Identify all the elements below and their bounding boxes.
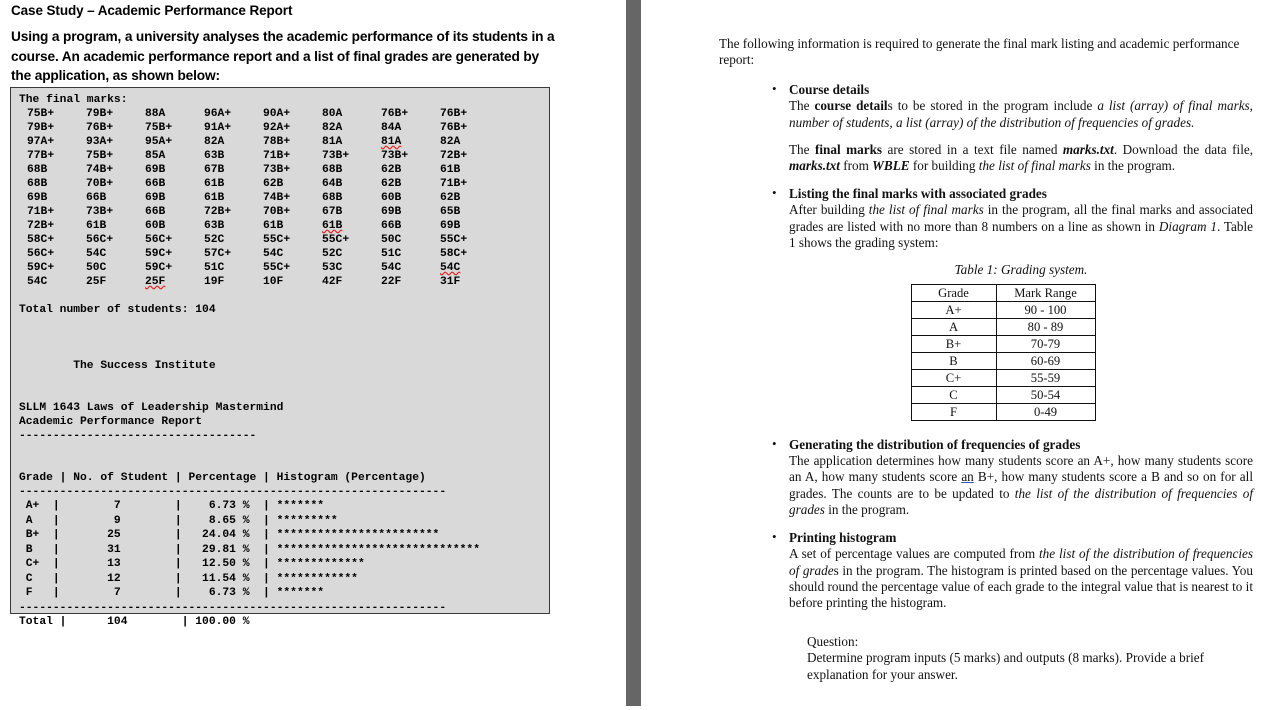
requirement-heading: • Course details: [789, 81, 870, 97]
cell-grade: C+: [911, 369, 996, 386]
mark-cell: 91A+: [204, 122, 232, 134]
grading-system-table: [911, 284, 1096, 421]
mark-cell: 54C: [86, 248, 107, 260]
histogram-row-aplus: A+ | 7 | 6.73 % | *******: [19, 500, 325, 512]
cell-mark-range: 50-54: [996, 386, 1095, 403]
mark-cell: 52C: [322, 248, 343, 260]
mark-cell: 82A: [440, 136, 461, 148]
requirement-heading: • Generating the distribution of frequencies of grades: [789, 436, 1081, 452]
spacer: [19, 387, 549, 401]
mark-cell: 60B: [145, 220, 166, 232]
mark-cell: 56C+: [145, 234, 173, 246]
requirement-item: [719, 437, 1253, 519]
question-label: Question:: [807, 633, 859, 649]
mark-cell: 66B: [145, 206, 166, 218]
mark-cell: 74B+: [86, 164, 114, 176]
mark-cell: 62B: [440, 192, 461, 204]
requirement-heading: • Listing the final marks with associated grades: [789, 185, 1047, 201]
mark-cell: 75B+: [86, 150, 114, 162]
table-row: [911, 369, 1095, 386]
mark-cell: 73B+: [86, 206, 114, 218]
histogram-row-a: A | 9 | 8.65 % | *********: [19, 514, 338, 527]
cell-mark-range: 0-49: [996, 403, 1095, 420]
mark-cell: 61B: [204, 192, 225, 204]
mark-cell: 73B+: [322, 150, 350, 162]
mark-cell: 68B: [322, 192, 343, 204]
marks-row: [19, 135, 549, 149]
table-row: [911, 403, 1095, 420]
cell-mark-range: 80 - 89: [996, 318, 1095, 335]
mark-cell: 59C+: [27, 262, 55, 274]
mark-cell: 56C+: [27, 248, 55, 260]
mark-cell: 25F: [145, 276, 166, 288]
cell-grade: A: [911, 318, 996, 335]
cell-grade: B: [911, 352, 996, 369]
marks-row: [19, 163, 549, 177]
document-intro-paragraph: The following information is required to generate the final mark listing and academic performance report:: [719, 36, 1240, 68]
mark-cell: 75B+: [145, 122, 173, 134]
requirement-paragraph: After building the list of final marks in the program, all the final marks and associated grades are listed with no more than 8 numbers on a line as shown in Diagram 1. Table 1 shows the grading system:: [789, 202, 1253, 251]
mark-cell: 84A: [381, 122, 402, 134]
marks-row: [19, 149, 549, 163]
requirement-paragraph: The course details to be stored in the program include a list (array) of final marks, number of students, a list (array) of the distribution of frequencies of grades.: [789, 98, 1253, 130]
mark-cell: 72B+: [440, 150, 468, 162]
mark-cell: 10F: [263, 276, 284, 288]
marks-row: [19, 275, 549, 289]
table-row: [911, 318, 1095, 335]
spacer: [19, 289, 549, 303]
mark-cell: 82A: [204, 136, 225, 148]
mark-cell: 63B: [204, 150, 225, 162]
course-code-line: SLLM 1643 Laws of Leadership Mastermind: [19, 402, 284, 414]
mark-cell: 90A+: [263, 108, 291, 120]
mark-cell: 66B: [86, 192, 107, 204]
page-title: Case Study – Academic Performance Report: [11, 3, 293, 18]
mark-cell: 72B+: [204, 206, 232, 218]
mark-cell: 22F: [381, 276, 402, 288]
console-output-box: [10, 87, 550, 628]
table-row: [911, 386, 1095, 403]
marks-row: [19, 177, 549, 191]
requirement-paragraph: A set of percentage values are computed from the list of the distribution of frequencies of grades in the program. The histogram is printed based on the percentage values. You should round the percentage value of each grade to the integral value that is nearest to it before printing the histogram.: [789, 546, 1253, 611]
marks-row: [19, 261, 549, 275]
mark-cell: 19F: [204, 276, 225, 288]
requirement-item: [719, 82, 1253, 175]
marks-row: [19, 219, 549, 233]
right-pane-document: [641, 0, 1270, 710]
mark-cell: 62B: [381, 178, 402, 190]
histogram-total-row: Total | 104 | 100.00 %: [19, 616, 250, 628]
mark-cell: 81A: [381, 136, 402, 148]
mark-cell: 73B+: [263, 164, 291, 176]
mark-cell: 71B+: [27, 206, 55, 218]
total-students-line: Total number of students: 104: [19, 304, 216, 316]
mark-cell: 67B: [322, 206, 343, 218]
grading-table-body: [911, 301, 1095, 420]
spacer: [19, 317, 549, 331]
mark-cell: 54C: [263, 248, 284, 260]
mark-cell: 80A: [322, 108, 343, 120]
requirement-item: [719, 530, 1253, 612]
mark-cell: 25F: [86, 276, 107, 288]
mark-cell: 79B+: [86, 108, 114, 120]
mark-cell: 54C: [381, 262, 402, 274]
spacer: [19, 373, 549, 387]
table-row: [911, 335, 1095, 352]
mark-cell: 68B: [27, 178, 48, 190]
mark-cell: 69B: [440, 220, 461, 232]
requirements-list-top: [719, 82, 1253, 252]
mark-cell: 61B: [440, 164, 461, 176]
mark-cell: 62B: [381, 164, 402, 176]
mark-cell: 63B: [204, 220, 225, 232]
spacer: [19, 457, 549, 471]
case-study-intro-paragraph: Using a program, a university analyses the academic performance of its students in a course. An academic performance report and a list of final grades are generated by the application, as shown below:: [11, 29, 555, 83]
mark-cell: 54C: [440, 262, 461, 274]
mark-cell: 69B: [145, 192, 166, 204]
mark-cell: 93A+: [86, 136, 114, 148]
mark-cell: 76B+: [440, 122, 468, 134]
table-row: [911, 352, 1095, 369]
histogram-row-cplus: C+ | 13 | 12.50 % | *************: [19, 558, 365, 570]
mark-cell: 60B: [381, 192, 402, 204]
left-pane-case-study: [0, 0, 626, 710]
mark-cell: 69B: [27, 192, 48, 204]
mark-cell: 61B: [263, 220, 284, 232]
report-title-line: Academic Performance Report: [19, 416, 203, 428]
cell-grade: A+: [911, 301, 996, 318]
mark-cell: 55C+: [322, 234, 350, 246]
console-inner: [11, 88, 549, 630]
mark-cell: 97A+: [27, 136, 55, 148]
mark-cell: 82A: [322, 122, 343, 134]
mark-cell: 65B: [440, 206, 461, 218]
mark-cell: 50C: [381, 234, 402, 246]
table-header-row: [911, 284, 1095, 301]
cell-mark-range: 55-59: [996, 369, 1095, 386]
marks-row: [19, 233, 549, 247]
spacer: [19, 331, 549, 345]
requirements-list-bottom: [719, 437, 1253, 612]
cell-grade: C: [911, 386, 996, 403]
mark-cell: 68B: [322, 164, 343, 176]
mark-cell: 62B: [263, 178, 284, 190]
mark-cell: 71B+: [263, 150, 291, 162]
marks-row: [19, 107, 549, 121]
mark-cell: 57C+: [204, 248, 232, 260]
mark-cell: 78B+: [263, 136, 291, 148]
mark-cell: 56C+: [86, 234, 114, 246]
mark-cell: 54C: [27, 276, 48, 288]
mark-cell: 64B: [322, 178, 343, 190]
mark-cell: 53C: [322, 262, 343, 274]
cell-grade: B+: [911, 335, 996, 352]
mark-cell: 70B+: [263, 206, 291, 218]
rule-bottom: ---------------------------------------------------------------: [19, 601, 447, 614]
mark-cell: 67B: [204, 164, 225, 176]
mark-cell: 95A+: [145, 136, 173, 148]
mark-cell: 58C+: [27, 234, 55, 246]
mark-cell: 88A: [145, 108, 166, 120]
mark-cell: 61B: [322, 220, 343, 232]
mark-cell: 96A+: [204, 108, 232, 120]
mark-cell: 66B: [145, 178, 166, 190]
histogram-row-c: C | 12 | 11.54 % | ************: [19, 572, 358, 585]
marks-header-line: The final marks:: [19, 94, 128, 106]
histogram-row-f: F | 7 | 6.73 % | *******: [19, 587, 325, 599]
spacer: [19, 443, 549, 457]
mark-cell: 42F: [322, 276, 343, 288]
rule-under-header: ---------------------------------------------------------------: [19, 486, 447, 498]
mark-cell: 55C+: [440, 234, 468, 246]
institute-name-line: The Success Institute: [19, 360, 216, 372]
mark-cell: 92A+: [263, 122, 291, 134]
mark-cell: 73B+: [381, 150, 409, 162]
requirement-item: [719, 186, 1253, 252]
final-marks-grid: [19, 107, 549, 289]
marks-row: [19, 205, 549, 219]
mark-cell: 70B+: [86, 178, 114, 190]
histogram-row-b: B | 31 | 29.81 % | ******************************: [19, 543, 480, 556]
marks-row: [19, 121, 549, 135]
vertical-divider-bar: [626, 0, 641, 706]
histogram-row-bplus: B+ | 25 | 24.04 % | ************************: [19, 529, 440, 541]
cell-mark-range: 70-79: [996, 335, 1095, 352]
mark-cell: 76B+: [440, 108, 468, 120]
mark-cell: 52C: [204, 234, 225, 246]
requirement-paragraph: The final marks are stored in a text file named marks.txt. Download the data file, marks.txt from WBLE for building the list of final marks in the program.: [789, 142, 1254, 174]
mark-cell: 51C: [381, 248, 402, 260]
spacer: [19, 345, 549, 359]
column-header-grade: Grade: [911, 284, 996, 301]
mark-cell: 55C+: [263, 234, 291, 246]
column-header-mark-range: Mark Range: [996, 284, 1095, 301]
table-row: [911, 301, 1095, 318]
mark-cell: 76B+: [381, 108, 409, 120]
mark-cell: 51C: [204, 262, 225, 274]
mark-cell: 68B: [27, 164, 48, 176]
marks-row: [19, 247, 549, 261]
mark-cell: 77B+: [27, 150, 55, 162]
mark-cell: 75B+: [27, 108, 55, 120]
rule-top: -----------------------------------: [19, 430, 257, 442]
cell-grade: F: [911, 403, 996, 420]
table-caption: Table 1: Grading system.: [954, 262, 1088, 278]
mark-cell: 59C+: [145, 262, 173, 274]
mark-cell: 61B: [86, 220, 107, 232]
histogram-rows: [19, 499, 549, 601]
grading-table-wrapper: [719, 284, 1253, 421]
requirement-paragraph: The application determines how many students score an A+, how many students score an A, how many students score an B+, how many students score a B and so on for all grades. The counts are to be updated to the list of the distribution of frequencies of grades in the program.: [789, 453, 1253, 518]
mark-cell: 61B: [204, 178, 225, 190]
mark-cell: 69B: [145, 164, 166, 176]
mark-cell: 79B+: [27, 122, 55, 134]
mark-cell: 59C+: [145, 248, 173, 260]
question-body: Determine program inputs (5 marks) and outputs (8 marks). Provide a brief explanation for your answer.: [807, 650, 1204, 682]
mark-cell: 72B+: [27, 220, 55, 232]
report-table-header: Grade | No. of Student | Percentage | Histogram (Percentage): [19, 472, 426, 484]
mark-cell: 74B+: [263, 192, 291, 204]
mark-cell: 31F: [440, 276, 461, 288]
marks-row: [19, 191, 549, 205]
mark-cell: 66B: [381, 220, 402, 232]
mark-cell: 50C: [86, 262, 107, 274]
mark-cell: 69B: [381, 206, 402, 218]
cell-mark-range: 60-69: [996, 352, 1095, 369]
cell-mark-range: 90 - 100: [996, 301, 1095, 318]
mark-cell: 81A: [322, 136, 343, 148]
mark-cell: 85A: [145, 150, 166, 162]
mark-cell: 58C+: [440, 248, 468, 260]
question-block: [719, 634, 1253, 683]
mark-cell: 71B+: [440, 178, 468, 190]
requirement-heading: • Printing histogram: [789, 529, 897, 545]
mark-cell: 55C+: [263, 262, 291, 274]
mark-cell: 76B+: [86, 122, 114, 134]
